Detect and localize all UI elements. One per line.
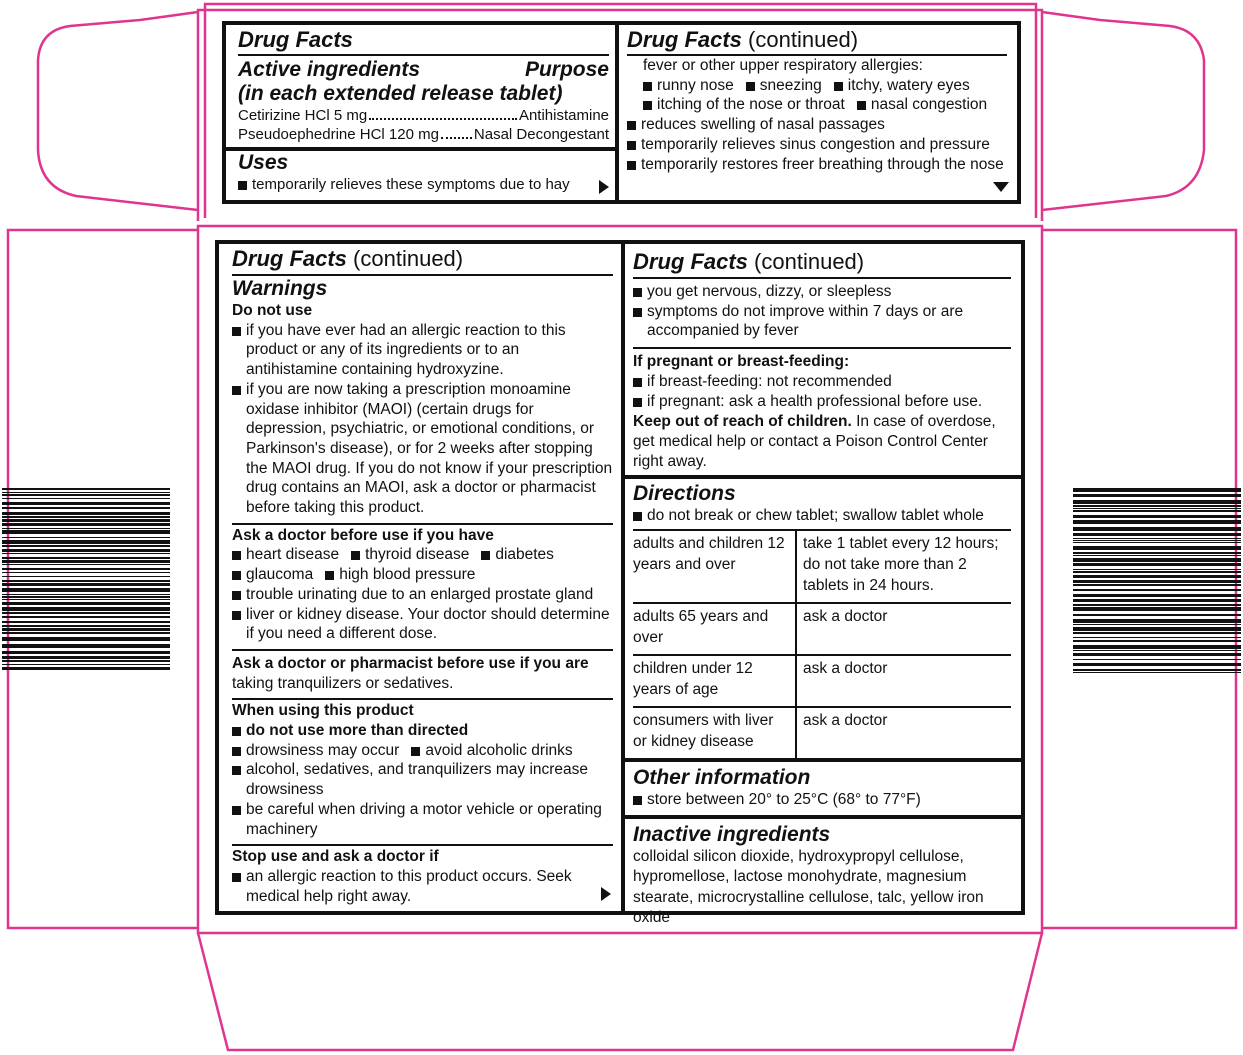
ask-pharmacist-block: Ask a doctor or pharmacist before use if you are taking tranquilizers or sedatives. [232, 654, 589, 692]
ask-doctor-item: glaucoma [232, 565, 313, 585]
when-using-more-list [232, 760, 613, 839]
pregnant-item: if pregnant: ask a health professional before use. [633, 392, 1011, 412]
barcode-bar [2, 667, 170, 670]
barcode-bar [1073, 627, 1241, 631]
barcode-bar [2, 602, 170, 605]
ask-doctor-item: thyroid disease [351, 545, 469, 565]
barcode-bar [1073, 653, 1241, 656]
main-right-column [625, 244, 1021, 927]
drug-facts-continued-title: Drug Facts (continued) [633, 249, 865, 274]
pregnant-heading: If pregnant or breast-feeding: [633, 353, 850, 371]
inactive-ingredients-heading: Inactive ingredients [633, 822, 831, 846]
directions-dose: take 1 tablet every 12 hours; do not take more than 2 tablets in 24 hours. [796, 530, 1011, 603]
ingredient-name: Pseudoephedrine HCl 120 mg [238, 126, 439, 143]
barcode-bar [2, 516, 170, 518]
barcode-bar [1073, 640, 1241, 642]
barcode-bar [2, 651, 170, 654]
symptom-item: itching of the nose or throat [643, 95, 845, 115]
barcode-bar [1073, 663, 1241, 666]
uses-continued-lead: fever or other upper respiratory allergies: [643, 57, 923, 74]
ingredient-list [238, 106, 609, 144]
barcode-bar [1073, 540, 1241, 541]
stop-use-item: you get nervous, dizzy, or sleepless [633, 282, 1011, 302]
barcode-bar [1073, 669, 1241, 671]
barcode-bar [1073, 624, 1241, 625]
uses-heading: Uses [238, 151, 289, 174]
other-information-heading: Other information [633, 766, 811, 790]
when-using-item: drowsiness may occur [232, 741, 399, 761]
barcode-bar [2, 557, 170, 559]
barcode-bar [1073, 672, 1241, 673]
directions-who: adults and children 12 years and over [633, 530, 796, 603]
ingredient-purpose: Antihistamine [518, 107, 609, 124]
ingredient-row [238, 125, 609, 144]
symptom-item: itchy, watery eyes [834, 76, 970, 96]
symptoms-row-1 [627, 76, 1007, 96]
barcode-bar [2, 656, 170, 659]
ask-doctor-item: liver or kidney disease. Your doctor should determine if you need a different dose. [232, 605, 613, 644]
when-using-item: avoid alcoholic drinks [411, 741, 572, 761]
barcode-bar [2, 621, 170, 623]
barcode-bar [1073, 575, 1241, 578]
barcode-bar [2, 537, 170, 538]
top-right-column [619, 25, 1017, 200]
barcode-bar [1073, 500, 1241, 504]
barcode-bar [1073, 599, 1241, 602]
barcode-bar [1073, 555, 1241, 556]
directions-who: consumers with liver or kidney disease [633, 707, 796, 758]
barcode-bar [2, 530, 170, 534]
drug-facts-continued-title: Drug Facts (continued) [232, 246, 464, 271]
continue-arrow-icon [601, 887, 611, 901]
uses-item: temporarily relieves sinus congestion and pressure [627, 135, 1007, 155]
stop-use-item: an allergic reaction to this product occurs. Seek medical help right away. [232, 867, 613, 906]
inactive-ingredients-text: colloidal silicon dioxide, hydroxypropyl cellulose, hypromellose, lactose monohydrate, magnesium stearate, microcrystalline cellulose, talc, yellow iron oxide [633, 847, 984, 927]
barcode-bar [1073, 607, 1241, 611]
barcode-right [1073, 488, 1241, 673]
uses-item: temporarily restores freer breathing through the nose [627, 155, 1007, 175]
when-using-heading: When using this product [232, 702, 414, 720]
barcode-bar [2, 507, 170, 509]
barcode-bar [2, 588, 170, 592]
barcode-bar [2, 599, 170, 600]
barcode-bar [1073, 614, 1241, 616]
directions-table [633, 529, 1011, 758]
directions-dose: ask a doctor [796, 655, 1011, 707]
directions-row [633, 530, 1011, 603]
directions-who: children under 12 years of age [633, 655, 796, 707]
when-using-bold-item: do not use more than directed [232, 721, 613, 741]
barcode-bar [2, 664, 170, 665]
ask-doctor-more-list [232, 585, 613, 644]
barcode-bar [2, 523, 170, 526]
ask-doctor-item: high blood pressure [325, 565, 475, 585]
uses-list [627, 115, 1007, 174]
barcode-bar [2, 492, 170, 493]
barcode-bar [2, 607, 170, 611]
do-not-use-heading: Do not use [232, 302, 313, 319]
barcode-bar [2, 583, 170, 586]
symptom-item: runny nose [643, 76, 734, 96]
ingredient-row [238, 106, 609, 125]
barcode-bar [1073, 520, 1241, 524]
symptom-item: nasal congestion [857, 95, 987, 115]
barcode-bar [2, 660, 170, 662]
barcode-bar [1073, 508, 1241, 509]
barcode-bar [2, 625, 170, 627]
ask-doctor-item: heart disease [232, 545, 339, 565]
other-information-item: store between 20° to 25°C (68° to 77°F) [633, 790, 1011, 810]
barcode-left [2, 488, 170, 673]
drug-facts-continued-title: Drug Facts (continued) [627, 27, 859, 52]
ask-doctor-heading: Ask a doctor before use if you have [232, 526, 494, 544]
barcode-bar [2, 488, 170, 490]
when-using-item: alcohol, sedatives, and tranquilizers may increase drowsiness [232, 760, 613, 799]
directions-heading: Directions [633, 482, 736, 506]
barcode-bar [2, 545, 170, 547]
barcode-bar [2, 628, 170, 631]
continue-arrow-icon [599, 180, 609, 194]
barcode-bar [2, 494, 170, 496]
main-drug-facts-panel [215, 240, 1025, 927]
barcode-bar [1073, 604, 1241, 606]
warnings-heading: Warnings [232, 277, 328, 300]
barcode-bar [2, 637, 170, 641]
ask-doctor-row-2 [232, 565, 613, 585]
barcode-bar [1073, 650, 1241, 651]
barcode-bar [2, 512, 170, 515]
ask-doctor-item: diabetes [481, 545, 554, 565]
directions-row [633, 603, 1011, 655]
barcode-bar [2, 553, 170, 554]
barcode-bar [1073, 505, 1241, 507]
barcode-bar [2, 576, 170, 577]
barcode-bar [1073, 632, 1241, 634]
main-left-column [219, 244, 621, 911]
directions-dose: ask a doctor [796, 707, 1011, 758]
directions-note: do not break or chew tablet; swallow tablet whole [633, 506, 1011, 526]
barcode-bar [1073, 580, 1241, 583]
top-drug-facts-panel [222, 21, 1021, 204]
barcode-bar [2, 616, 170, 618]
barcode-bar [1073, 494, 1241, 497]
symptoms-row-2 [627, 95, 1007, 115]
barcode-bar [1073, 637, 1241, 638]
do-not-use-list [232, 321, 613, 518]
barcode-bar [1073, 538, 1241, 539]
barcode-bar [2, 594, 170, 595]
barcode-bar [1073, 515, 1241, 518]
directions-row [633, 655, 1011, 707]
barcode-bar [2, 560, 170, 563]
barcode-bar [2, 498, 170, 499]
pregnant-list [633, 372, 1011, 411]
barcode-bar [1073, 533, 1241, 536]
do-not-use-item: if you have ever had an allergic reaction to this product or any of its ingredients or to an antihistamine containing hydroxyzine. [232, 321, 613, 380]
barcode-bar [2, 540, 170, 544]
pregnant-item: if breast-feeding: not recommended [633, 372, 1011, 392]
barcode-bar [1073, 527, 1241, 531]
barcode-bar [2, 549, 170, 552]
directions-row [633, 707, 1011, 758]
barcode-bar [1073, 645, 1241, 649]
purpose-label: Purpose [524, 58, 609, 81]
stop-use-heading: Stop use and ask a doctor if [232, 848, 439, 866]
symptom-item: sneezing [746, 76, 822, 96]
uses-item: reduces swelling of nasal passages [627, 115, 1007, 135]
barcode-bar [2, 564, 170, 565]
ask-doctor-item: trouble urinating due to an enlarged prostate gland [232, 585, 613, 605]
barcode-bar [1073, 552, 1241, 554]
barcode-bar [1073, 594, 1241, 597]
dot-leader [369, 106, 517, 120]
when-using-item: be careful when driving a motor vehicle or operating machinery [232, 800, 613, 839]
barcode-bar [2, 528, 170, 529]
top-left-column [226, 25, 617, 200]
barcode-bar [1073, 571, 1241, 573]
barcode-bar [1073, 542, 1241, 543]
active-ingredients-heading: Active ingredients [238, 58, 421, 81]
active-ingredients-subheading: (in each extended release tablet) [238, 82, 563, 105]
uses-item: temporarily relieves these symptoms due to hay [238, 175, 609, 195]
do-not-use-item: if you are now taking a prescription monoamine oxidase inhibitor (MAOI) (certain drugs for depression, psychiatric, or emotional conditions, or Parkinson's disease), or for 2 weeks after stopping the MAOI drug. If you do not know if your prescription drug contains an MAOI, ask a doctor or pharmacist before taking this product. [232, 380, 613, 518]
dot-leader [441, 125, 472, 139]
barcode-bar [1073, 584, 1241, 586]
keep-out-of-reach: Keep out of reach of children. In case of overdose, get medical help or contact a Poison Control Center right away. [633, 413, 996, 470]
barcode-bar [1073, 659, 1241, 660]
barcode-bar [1073, 569, 1241, 570]
barcode-bar [1073, 510, 1241, 512]
barcode-bar [2, 580, 170, 582]
barcode-bar [2, 612, 170, 614]
ingredient-purpose: Nasal Decongestant [473, 126, 609, 143]
barcode-bar [1073, 589, 1241, 591]
barcode-bar [1073, 619, 1241, 623]
stop-use-item: symptoms do not improve within 7 days or are accompanied by fever [633, 302, 1011, 341]
barcode-bar [1073, 546, 1241, 550]
barcode-bar [2, 519, 170, 522]
ingredient-name: Cetirizine HCl 5 mg [238, 107, 368, 124]
ask-doctor-row-1 [232, 545, 613, 565]
barcode-bar [2, 632, 170, 634]
barcode-bar [2, 596, 170, 598]
barcode-bar [1073, 488, 1241, 492]
barcode-bar [2, 502, 170, 505]
barcode-bar [2, 644, 170, 648]
directions-who: adults 65 years and over [633, 603, 796, 655]
stop-use-more-list [633, 282, 1011, 341]
barcode-bar [1073, 563, 1241, 566]
barcode-bar [2, 568, 170, 570]
barcode-bar [2, 572, 170, 573]
continue-down-arrow-icon [993, 182, 1009, 192]
when-using-row [232, 741, 613, 761]
drug-facts-title: Drug Facts [238, 27, 353, 52]
directions-dose: ask a doctor [796, 603, 1011, 655]
barcode-bar [1073, 558, 1241, 562]
